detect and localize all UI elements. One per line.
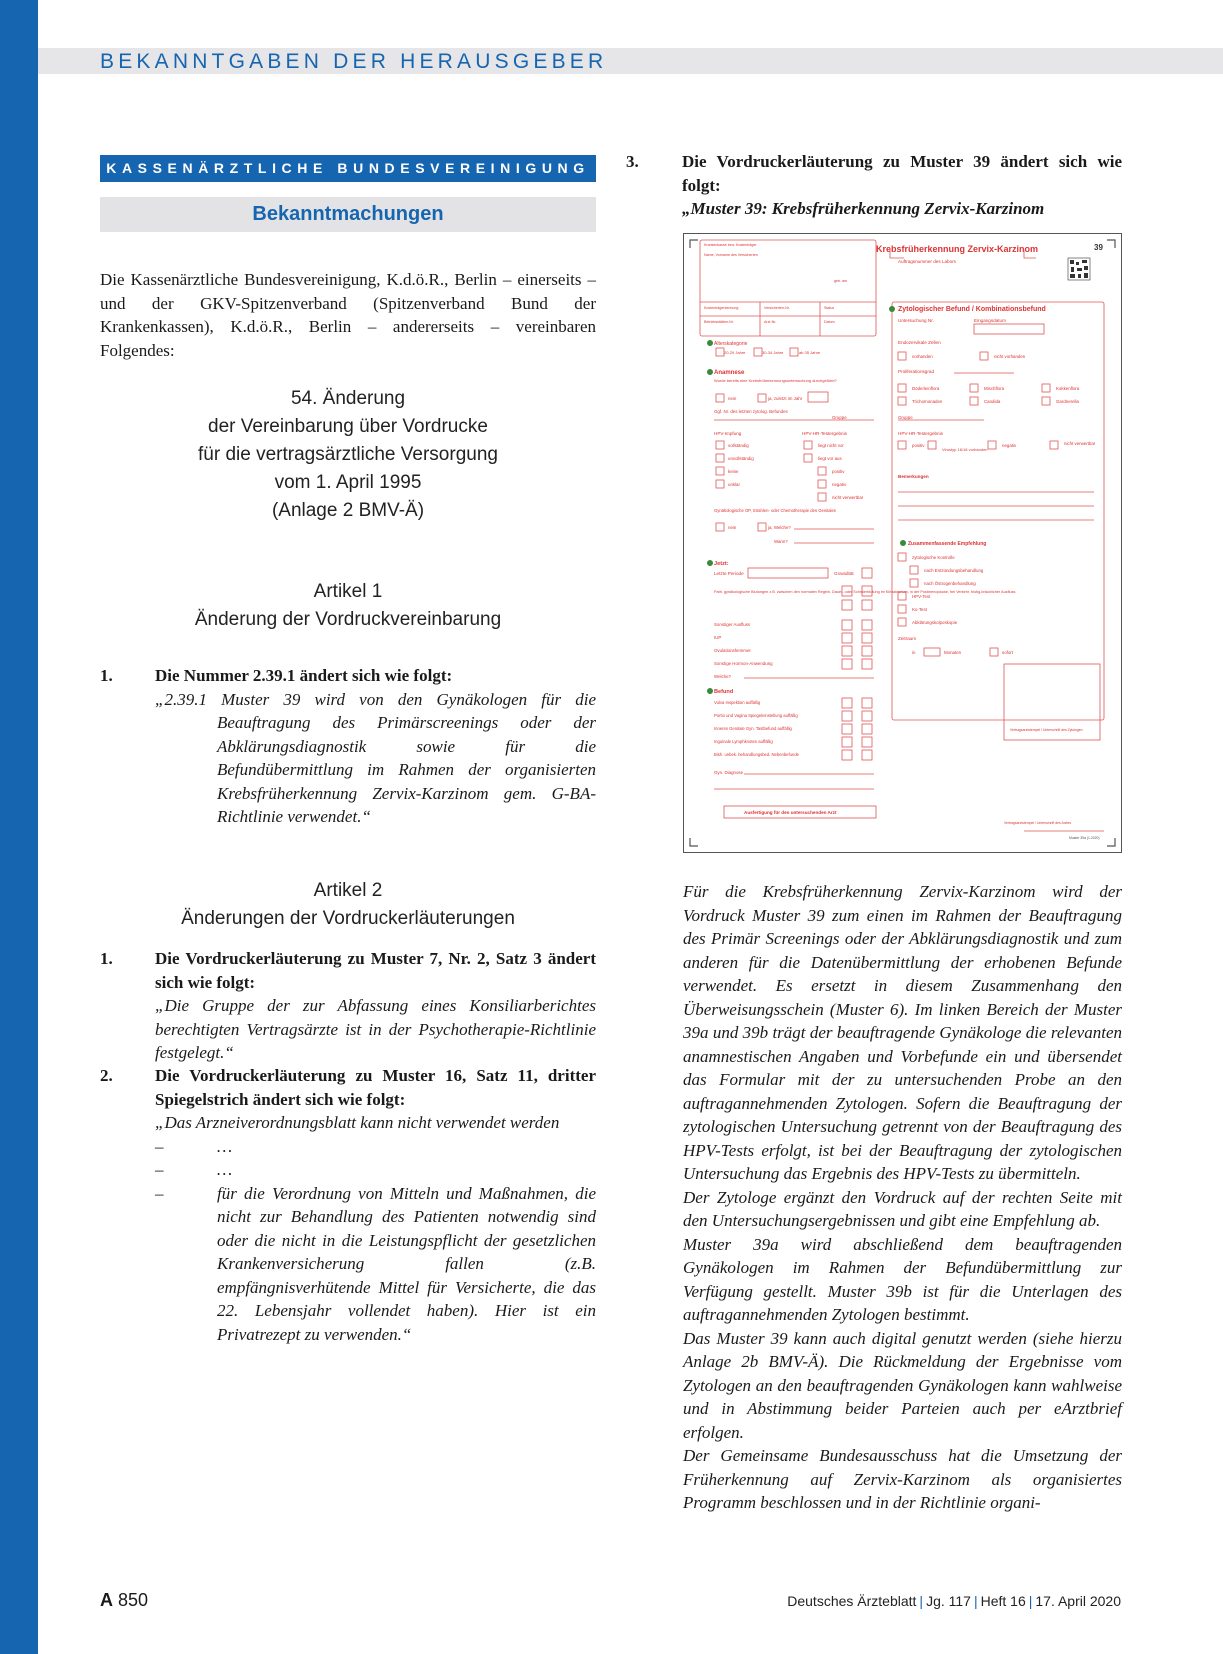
- form-label: IUP: [714, 635, 722, 640]
- form-label: liegt vor aus: [818, 456, 842, 461]
- form-label: nein: [728, 396, 737, 401]
- separator: |: [1028, 1593, 1033, 1609]
- right-paragraph: Für die Krebsfrüherkennung Zervix-Karzinom wird der Vordruck Muster 39 zum einen im Rahmen der Beauftragung des Primär Screenings oder der Abklärungsdiagnostik und zum anderen für die Datenübermittlung der erhobenen Befunde verwendet. Es ersetzt in diesem Zusammenhang den Überweisungsschein (Muster 6). Im linken Bereich der Muster 39a und 39b trägt der beauftragende Gynäkologe die relevanten anamnestischen Angaben und Vorbefunde ein und übersendet das Formular mit der zu untersuchenden Probe an den auftragannehmenden Zytologen. Sofern die Beauftragung der zytologischen Untersuchung getrennt von der Beauftragung des HPV-Tests erfolgt, ist bei der Beauftragung der zytologischen Untersuchung das Ergebnis des HPV-Tests zu übermitteln.: [683, 882, 1122, 1183]
- form-label: HPV-HR-Testergebnis: [802, 431, 847, 436]
- dash-item: [155, 1158, 596, 1182]
- section-marker: [900, 540, 906, 546]
- form-label: Anamnese: [714, 370, 745, 376]
- form-label: Abklärungskolposkopie: [912, 620, 958, 625]
- form-label: Monaten: [944, 650, 962, 655]
- section-title: Bekanntmachungen: [100, 197, 596, 232]
- form-label: ja, Welche?: [768, 525, 791, 530]
- form-label: in: [912, 650, 916, 655]
- item-number: 1.: [100, 666, 113, 685]
- artikel2-heading: [100, 877, 596, 933]
- form-label: Eingangsdatum: [974, 318, 1006, 323]
- form-label: vollständig: [728, 443, 749, 448]
- artikel1-item: [100, 664, 596, 832]
- page-number-value: 850: [118, 1590, 149, 1610]
- item-title: Die Nummer 2.39.1 ändert sich wie folgt:: [155, 666, 453, 685]
- right-column-text: [683, 880, 1122, 1515]
- separator: |: [973, 1593, 978, 1609]
- form-label: nicht verwertbar: [1064, 441, 1096, 446]
- form-label: Proliferationsgrad: [898, 369, 935, 374]
- form-label: nach Östrogenbehandlung: [924, 581, 976, 586]
- form-label: Ko-Test: [912, 607, 927, 612]
- item-text: „Die Gruppe der zur Abfassung eines Konsiliarberichtes berechtigten Vertragsärzte ist in der Psychotherapie-Richtlinie festgelegt.“: [155, 996, 596, 1062]
- form-label: Gynäkologische OP, Strahlen- oder Chemotherapie des Genitales: [714, 508, 836, 513]
- form-label: Wann?: [774, 539, 788, 544]
- section-marker: [889, 306, 895, 312]
- item-number: 2.: [100, 1066, 113, 1085]
- form-label: Ovulationshemmer: [714, 648, 751, 653]
- form-label: sofort: [1002, 650, 1013, 655]
- form-label: Inguinale Lymphknoten auffällig: [714, 739, 773, 744]
- kbv-label: KASSENÄRZTLICHE BUNDESVEREINIGUNG: [100, 155, 596, 182]
- form-label: Kostenträgerkennung: [704, 306, 739, 310]
- artikel2-item-1: [100, 947, 596, 1063]
- form-label: Portio und Vagina Spiegeleinstellung auffällig: [714, 713, 798, 718]
- form-label: Krankenkasse bzw. Kostenträger: [704, 243, 757, 247]
- form-label: Versicherten-Nr.: [764, 306, 790, 310]
- form-label: Trichomonaden: [912, 399, 943, 404]
- form-label: unklar: [728, 482, 740, 487]
- form-label: HPV-Test: [912, 594, 931, 599]
- form-label: liegt nicht vor: [818, 443, 844, 448]
- form-label: Untersuchung Nr.: [898, 318, 934, 323]
- item-subtitle: „Muster 39: Krebsfrüherkennung Zervix-Karzinom: [682, 199, 1045, 218]
- qr-code: [1068, 258, 1090, 280]
- item-number: 3.: [626, 152, 639, 171]
- form-label: Mischflora: [984, 386, 1005, 391]
- item-3: [626, 150, 1122, 220]
- artikel2-item-2: [100, 1064, 596, 1374]
- form-label: Datum: [824, 320, 835, 324]
- dash-mark: –: [155, 1136, 164, 1156]
- artikel-title: Artikel 2: [313, 880, 383, 901]
- dash-mark: –: [155, 1160, 164, 1179]
- form-label: 20-29 Jahre: [724, 350, 746, 355]
- journal-issue: Heft 16: [980, 1593, 1026, 1609]
- amendment-line: der Vereinbarung über Vordrucke: [208, 416, 488, 437]
- form-label: Vulva Inspektion auffällig: [714, 700, 761, 705]
- section-marker: [707, 340, 713, 346]
- dash-text: für die Verordnung von Mitteln und Maßnahmen, die nicht zur Behandlung des Patienten notwendig sind oder die nicht in die Leistungspflicht der gesetzlichen Krankenversicherung fallen (z.B. empfängnisverhütende Mittel für Versicherte, die das 22. Lebensjahr vollendet haben). Hier ist ein Privatrezept zu verwenden.“: [217, 1183, 596, 1344]
- artikel1-heading: [100, 578, 596, 634]
- form-number: 39: [1094, 243, 1103, 252]
- form-label: 30-34 Jahre: [762, 350, 784, 355]
- form-label: HPV-Impfung: [714, 431, 742, 436]
- journal-volume: Jg. 117: [926, 1593, 971, 1609]
- form-label: Letzte Periode: [714, 571, 744, 576]
- form-section-markers: [707, 306, 906, 694]
- form-label: Gravidität: [834, 571, 854, 576]
- page-header: [38, 48, 1223, 74]
- form-label: negativ: [832, 482, 847, 487]
- form-label: unvollständig: [728, 456, 754, 461]
- form-label: Gruppe: [832, 415, 847, 420]
- form-label: HPV-HR-Testergebnis: [898, 431, 943, 436]
- form-label: Befund: [714, 689, 734, 695]
- form-label: nicht verwertbar: [832, 495, 864, 500]
- page-prefix: A: [100, 1590, 113, 1610]
- form-label: Bemerkungen: [898, 474, 929, 479]
- form-label: Auftragsnummer des Labors: [898, 259, 956, 264]
- section-marker: [707, 560, 713, 566]
- artikel-subtitle: Änderungen der Vordruckerläuterungen: [181, 908, 515, 929]
- form-label: Endozervikale Zellen: [898, 340, 941, 345]
- section-marker: [707, 369, 713, 375]
- right-paragraph: Das Muster 39 kann auch digital genutzt werden (siehe hierzu Anlage 2b BMV-Ä). Die Rückmeldung der Ergebnisse vom Zytologen an den beauftragenden Gynäkologen kann wahlweise und in Abstimmung beider Parteien auch per eArztbrief erfolgen.: [683, 1328, 1122, 1442]
- form-label: positiv: [912, 443, 925, 448]
- form-label: Sonstige Hormon-Anwendung: [714, 661, 773, 666]
- form-label: Arzt-Nr.: [764, 320, 777, 324]
- form-label: zytologische Kontrolle: [912, 555, 955, 560]
- amendment-heading: [100, 385, 596, 525]
- form-label: ja, zuletzt im Jahr: [768, 396, 803, 401]
- form-label: keine: [728, 469, 739, 474]
- form-label: Vertragsarztstempel / Unterschrift des Zytologen: [1010, 728, 1083, 732]
- form-label: Virustyp 16/18 vorhanden: [942, 447, 988, 452]
- item-title: Die Vordruckerläuterung zu Muster 39 ändert sich wie folgt:: [682, 152, 1122, 195]
- item-text: „Das Arzneiverordnungsblatt kann nicht verwendet werden: [155, 1113, 560, 1132]
- form-label: nein: [728, 525, 737, 530]
- form-label: ab 35 Jahre: [799, 350, 821, 355]
- journal-info: [787, 1593, 1121, 1609]
- dash-item: [155, 1135, 596, 1159]
- dash-item: [155, 1182, 596, 1347]
- page-number: [100, 1590, 148, 1611]
- amendment-line: (Anlage 2 BMV-Ä): [271, 500, 425, 521]
- form-label: Bish. unbek. behandlungsbed. Nebenbefunde: [714, 752, 799, 757]
- dash-mark: –: [155, 1183, 164, 1203]
- form-label: Jetzt:: [714, 561, 729, 567]
- item-text: „2.39.1 Muster 39 wird von den Gynäkologen für die Beauftragung des Primärscreenings oder der Abklärungsdiagnostik sowie für die Befundübermittlung im Rahmen der organisierten Krebsfrüherkennung Zervix-Karzinom gem. G-BA-Richtlinie verwendet.“: [155, 689, 596, 826]
- header-title: BEKANNTGABEN DER HERAUSGEBER: [100, 50, 608, 73]
- form-label: Gardnerella: [1056, 399, 1079, 404]
- section-marker: [707, 688, 713, 694]
- form-label: Name, Vorname des Versicherten: [704, 253, 758, 257]
- form-label: vorhanden: [912, 354, 933, 359]
- side-accent-bar: [0, 0, 38, 1654]
- right-paragraph: Der Zytologe ergänzt den Vordruck auf der rechten Seite mit den Untersuchungsergebnissen und gibt eine Empfehlung ab.: [683, 1187, 1122, 1230]
- form-label: Alterskategorie: [714, 341, 748, 347]
- form-label: negativ: [1002, 443, 1017, 448]
- form-label: Vertragsarztstempel / Unterschrift des Arztes: [1004, 821, 1072, 825]
- form-label: nicht vorhanden: [994, 354, 1026, 359]
- form-label: positiv: [832, 469, 845, 474]
- form-label: Betriebsstätten-Nr.: [704, 320, 734, 324]
- form-label: Sonstiger Ausfluss: [714, 622, 751, 627]
- intro-paragraph: Die Kassenärztliche Bundesvereinigung, K.d.ö.R., Berlin – einerseits – und der GKV-Spitzenverband (Spitzenverband Bund der Krankenkassen), K.d.ö.R., Berlin – andererseits – vereinbaren Folgendes:: [100, 270, 596, 360]
- form-label: nach Entzündungsbehandlung: [924, 568, 984, 573]
- form-label: Muster 39a (1.2020): [1069, 836, 1100, 840]
- dash-text: …: [217, 1160, 233, 1179]
- right-paragraph: Der Gemeinsame Bundesausschuss hat die Umsetzung der Früherkennung auf Zervix-Karzinom als organisiertes Programm beschlossen und in der Richtlinie organi-: [683, 1446, 1122, 1512]
- form-label: Döderleinflora: [912, 386, 940, 391]
- item-title: Die Vordruckerläuterung zu Muster 7, Nr. 2, Satz 3 ändert sich wie folgt:: [155, 949, 596, 992]
- journal-date: 17. April 2020: [1035, 1593, 1121, 1609]
- item-number: 1.: [100, 949, 113, 968]
- form-section-title: Zytologischer Befund / Kombinationsbefund: [898, 306, 1046, 313]
- form-title: Krebsfrüherkennung Zervix-Karzinom: [876, 244, 1039, 254]
- artikel-title: Artikel 1: [313, 581, 383, 602]
- form-label: Gruppe: [898, 415, 913, 420]
- artikel-subtitle: Änderung der Vordruckvereinbarung: [194, 609, 502, 630]
- form-label: Ggf. Nr. des letzten zytolog. Befundes: [714, 409, 788, 414]
- form-label: Zusammenfassende Empfehlung: [908, 541, 987, 547]
- form-label: geb. am: [834, 279, 847, 283]
- form-muster-39: [683, 233, 1122, 853]
- item-title: Die Vordruckerläuterung zu Muster 16, Satz 11, dritter Spiegelstrich ändert sich wie folgt:: [155, 1066, 596, 1109]
- amendment-line: 54. Änderung: [290, 388, 406, 409]
- amendment-line: vom 1. April 1995: [274, 472, 422, 493]
- form-label: Welche?: [714, 674, 732, 679]
- form-label: Ausfertigung für den untersuchenden Arzt: [744, 810, 837, 815]
- amendment-line: für die vertragsärztliche Versorgung: [198, 444, 498, 465]
- dash-text: …: [217, 1136, 233, 1156]
- form-label: Zeitraum: [898, 636, 917, 641]
- form-label: Gyn. Diagnose: [714, 770, 744, 775]
- journal-name: Deutsches Ärzteblatt: [787, 1593, 917, 1609]
- form-label: Kokkenflora: [1056, 386, 1080, 391]
- form-label: Path. gynäkologische Blutungen z.B. zwischen den normalen Regeln, Dauer- oder Schmierblutung im Klimakterium, in der Postmenopause, bei Verkehr, blutig-bräunlicher Ausfluss: [714, 590, 1016, 594]
- right-paragraph: Muster 39a wird abschließend dem beauftragenden Gynäkologen im Rahmen der Befundübermittlung zur Verfügung gestellt. Muster 39b ist für die Unterlagen des auftragannehmenden Zytologen bestimmt.: [683, 1234, 1122, 1324]
- form-label: Wurde bereits eine Krebsfrüherkennungsuntersuchung durchgeführt?: [714, 378, 837, 383]
- separator: |: [919, 1593, 924, 1609]
- form-label: Inneres Genitale Gyn. Tastbefund auffällig: [714, 726, 792, 731]
- form-label: Candida: [984, 399, 1001, 404]
- form-image: [684, 234, 1121, 852]
- form-label: Status: [824, 306, 835, 310]
